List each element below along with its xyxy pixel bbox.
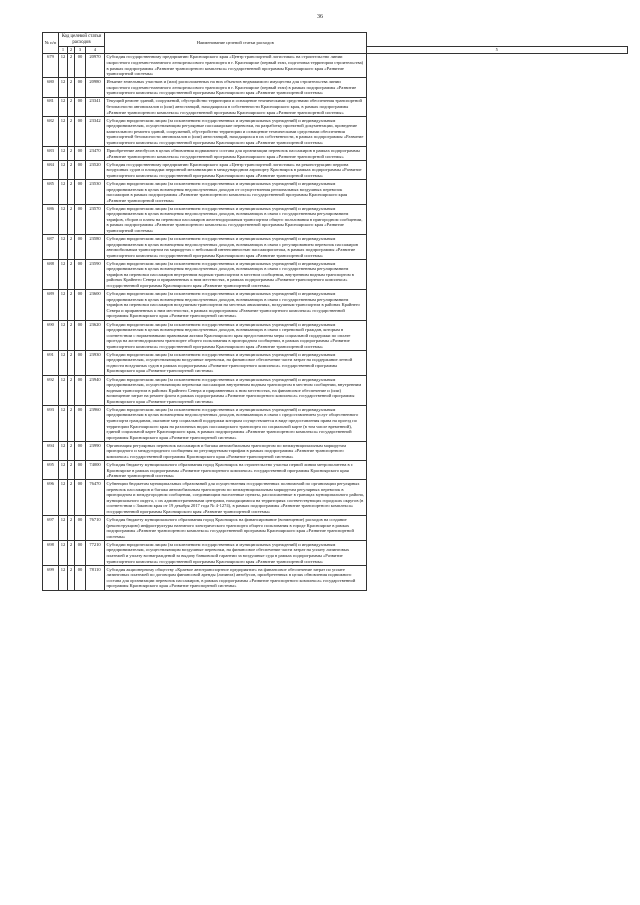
code-direction: 00 (75, 204, 86, 234)
col-number: 2 (68, 47, 75, 53)
article-name: Субсидии юридическим лицам (за исключением государственных и муниципальных учреждений) и индивидуальным предпринимателям в целях возмещения недополученных доходов, возникающих в связи с перевозкой граждан, которым в соответствии с нормативными правовыми актами Красноярского края предоставлены меры социальной поддержки по оплате проезда на железнодорожном транспорте общего пользования в пригородном сообщении, в рамках подпрограммы «Развитие транспортного комплекса» государственной программы Красноярского края «Развитие транспортной системы» (105, 320, 367, 350)
code-article: 78110 (86, 565, 105, 590)
row-number: 690 (43, 320, 59, 350)
article-name: Субсидия государственному предприятию Красноярского края «Центр транспортной логистики» на строительство линии скоростного подземно-наземного легкорельсового транспорта в г. Красноярске (первый этап, подготовка территории строительства) в рамках подпрограммы «Развитие транспортного комплекса» государственной программы Красноярского края «Развитие транспортной системы» (105, 53, 367, 78)
code-program: 12 (59, 147, 68, 161)
table-row (43, 116, 628, 146)
code-program: 12 (59, 180, 68, 205)
table-row (43, 406, 628, 442)
code-article: 23990 (86, 442, 105, 461)
row-number: 680 (43, 78, 59, 97)
code-program: 12 (59, 351, 68, 376)
code-article: 23590 (86, 260, 105, 290)
code-program: 12 (59, 565, 68, 590)
code-article: 20970 (86, 53, 105, 78)
code-subprogram: 2 (68, 116, 75, 146)
code-direction: 00 (75, 442, 86, 461)
code-direction: 00 (75, 290, 86, 320)
code-article: 77210 (86, 541, 105, 566)
code-article: 20980 (86, 78, 105, 97)
article-name: Текущий ремонт зданий, сооружений, обустройство территории и оснащение техническими средствами обеспечения транспортной безопасности автовокзалов и (или) автостанций, находящихся в собственности Красноярского края, в рамках подпрограммы «Развитие транспортного комплекса» государственной программы Красноярского края «Развитие транспортной системы» (105, 97, 367, 116)
col-number: 5 (366, 47, 628, 53)
code-program: 12 (59, 320, 68, 350)
code-program: 12 (59, 406, 68, 442)
header-num: № п/п (43, 33, 59, 54)
table-body (43, 53, 628, 590)
code-direction: 00 (75, 480, 86, 516)
row-number: 688 (43, 260, 59, 290)
code-subprogram: 2 (68, 147, 75, 161)
row-number: 683 (43, 147, 59, 161)
article-name: Субсидии юридическим лицам (за исключением государственных и муниципальных учреждений) и индивидуальным предпринимателям в целях возмещения недополученных доходов, возникающих в связи с государственным регулированием тарифов на перевозки пассажиров внутренним водным транспортом в местном сообщении, внутренним водным транспортом в районах Крайнего Севера и приравненных к ним местностях, в рамках подпрограммы «Развитие транспортного комплекса» государственной программы Красноярского края «Развитие транспортной системы» (105, 260, 367, 290)
table-row (43, 147, 628, 161)
code-direction: 00 (75, 406, 86, 442)
article-name: Субсидия акционерному обществу «Краевое автотранспортное предприятие» на финансовое обеспечение затрат по уплате лизинговых платежей по договорам финансовой аренды (лизинга) автобусов, приобретенных в целях обновления подвижного состава для организации перевозок пассажиров, в рамках подпрограммы «Развитие транспортного комплекса» государственной программы Красноярского края «Развитие транспортной системы» (105, 565, 367, 590)
code-subprogram: 2 (68, 235, 75, 260)
col-number: 4 (86, 47, 105, 53)
code-direction: 00 (75, 160, 86, 179)
code-program: 12 (59, 53, 68, 78)
row-number: 697 (43, 516, 59, 541)
table-row (43, 351, 628, 376)
article-name: Субсидии юридическим лицам (за исключением государственных и муниципальных учреждений) и индивидуальным предпринимателям, осуществляющим перевозки пассажиров внутренним водным транспортом в местном сообщении, внутренним водным транспортом в районах Крайнего Севера и приравненных к ним местностях, на финансовое обеспечение и (или) возмещение затрат на ремонт флота в рамках подпрограммы «Развитие транспортного комплекса» государственной программы Красноярского края «Развитие транспортной системы» (105, 375, 367, 405)
code-program: 12 (59, 116, 68, 146)
code-direction: 00 (75, 351, 86, 376)
row-number: 687 (43, 235, 59, 260)
code-subprogram: 2 (68, 260, 75, 290)
code-article: 23620 (86, 320, 105, 350)
header-name: Наименование целевой статьи расходов (105, 33, 367, 54)
table-row (43, 160, 628, 179)
code-subprogram: 2 (68, 97, 75, 116)
code-subprogram: 2 (68, 204, 75, 234)
table-row (43, 516, 628, 541)
code-subprogram: 2 (68, 480, 75, 516)
code-subprogram: 2 (68, 565, 75, 590)
code-direction: 00 (75, 180, 86, 205)
table-row (43, 235, 628, 260)
row-number: 696 (43, 480, 59, 516)
article-name: Субсидии юридическим лицам (за исключением государственных и муниципальных учреждений) и индивидуальным предпринимателям в целях возмещения недополученных доходов, возникающих в связи с регулированием перевозок пассажиров автомобильным транспортом на маршрутах с небольшой интенсивностью пассажиропотока, в рамках подпрограммы «Развитие транспортного комплекса» государственной программы Красноярского края «Развитие транспортной системы» (105, 235, 367, 260)
code-program: 12 (59, 97, 68, 116)
code-direction: 00 (75, 147, 86, 161)
article-name: Субсидия бюджету муниципального образования город Красноярск на финансирование (возмещение) расходов на создание (реконструкцию) инфраструктуры наземного электрического транспорта общего пользования в городе Красноярске в рамках подпрограммы «Развитие транспортного комплекса» государственной программы Красноярского края «Развитие транспортной системы» (105, 516, 367, 541)
code-article: 23580 (86, 235, 105, 260)
code-direction: 00 (75, 320, 86, 350)
table-row (43, 204, 628, 234)
col-number: 1 (59, 47, 68, 53)
article-name: Субсидии юридическим лицам (за исключением государственных и муниципальных учреждений) и индивидуальным предпринимателям в целях возмещения недополученных доходов, возникающих в связи с государственным регулированием тарифов на перевозки пассажиров воздушным транспортом на местных авиалиниях, воздушным транспортом в районах Крайнего Севера и приравненных к ним местностях, в рамках подпрограммы «Развитие транспортного комплекса» государственной программы Красноярского края «Развитие транспортной системы» (105, 290, 367, 320)
table-row (43, 565, 628, 590)
code-direction: 00 (75, 235, 86, 260)
code-article: 23342 (86, 116, 105, 146)
code-program: 12 (59, 375, 68, 405)
table-row (43, 375, 628, 405)
code-subprogram: 2 (68, 461, 75, 480)
row-number: 684 (43, 160, 59, 179)
code-article: 23470 (86, 147, 105, 161)
code-article: 23520 (86, 160, 105, 179)
code-direction: 00 (75, 375, 86, 405)
code-direction: 00 (75, 461, 86, 480)
code-subprogram: 2 (68, 160, 75, 179)
table-row (43, 180, 628, 205)
code-subprogram: 2 (68, 351, 75, 376)
row-number: 689 (43, 290, 59, 320)
code-article: 23570 (86, 204, 105, 234)
row-number: 693 (43, 406, 59, 442)
row-number: 694 (43, 442, 59, 461)
code-program: 12 (59, 461, 68, 480)
code-direction: 00 (75, 116, 86, 146)
table-row (43, 78, 628, 97)
code-direction: 00 (75, 516, 86, 541)
header-code: Код целевой статьи расходов (59, 33, 105, 47)
code-program: 12 (59, 235, 68, 260)
table-row (43, 442, 628, 461)
code-subprogram: 2 (68, 516, 75, 541)
code-program: 12 (59, 204, 68, 234)
code-direction: 00 (75, 97, 86, 116)
code-article: 76470 (86, 480, 105, 516)
table-row (43, 320, 628, 350)
code-program: 12 (59, 260, 68, 290)
code-direction: 00 (75, 541, 86, 566)
table-row (43, 541, 628, 566)
row-number: 686 (43, 204, 59, 234)
code-article: 23341 (86, 97, 105, 116)
row-number: 681 (43, 97, 59, 116)
table-header-row (43, 33, 628, 47)
row-number: 679 (43, 53, 59, 78)
row-number: 698 (43, 541, 59, 566)
code-article: 74000 (86, 461, 105, 480)
code-direction: 00 (75, 53, 86, 78)
article-name: Организация регулярных перевозок пассажиров и багажа автомобильным транспортом по межмуниципальным маршрутам пригородного и междугородного сообщения по регулируемым тарифам в рамках подпрограммы «Развитие транспортного комплекса» государственной программы Красноярского края «Развитие транспортной системы» (105, 442, 367, 461)
code-article: 23600 (86, 290, 105, 320)
code-direction: 00 (75, 565, 86, 590)
article-name: Субсидии юридическим лицам (за исключением государственных и муниципальных учреждений) и индивидуальным предпринимателям в целях возмещения недополученных доходов от осуществления региональных воздушных перевозок пассажиров в рамках подпрограммы «Развитие транспортного комплекса» государственной программы Красноярского края «Развитие транспортной системы» (105, 180, 367, 205)
code-direction: 00 (75, 260, 86, 290)
code-program: 12 (59, 442, 68, 461)
article-name: Приобретение автобусов в целях обновления подвижного состава для организации перевозок пассажиров в рамках подпрограммы «Развитие транспортного комплекса» государственной программы Красноярского края «Развитие транспортной системы» (105, 147, 367, 161)
row-number: 692 (43, 375, 59, 405)
row-number: 682 (43, 116, 59, 146)
code-article: 23530 (86, 180, 105, 205)
code-direction: 00 (75, 78, 86, 97)
article-name: Субсидии юридическим лицам (за исключением государственных и муниципальных учреждений) и индивидуальным предпринимателям в целях возмещения недополученных доходов, возникающих в связи с государственным регулированием тарифов, сборов и платы на перевозки пассажиров железнодорожным транспортом общего пользования в пригородном сообщении, в рамках подпрограммы «Развитие транспортного комплекса» государственной программы Красноярского края «Развитие транспортной системы» (105, 204, 367, 234)
code-program: 12 (59, 290, 68, 320)
code-subprogram: 2 (68, 180, 75, 205)
code-subprogram: 2 (68, 541, 75, 566)
code-program: 12 (59, 516, 68, 541)
article-name: Субсидия государственному предприятию Красноярского края «Центр транспортной логистики» на реконструкцию перрона воздушных судов и площадки перронной механизации в международном аэропорту Красноярск в рамках подпрограммы «Развитие транспортного комплекса» государственной программы Красноярского края «Развитие транспортной системы» (105, 160, 367, 179)
article-name: Субсидии юридическим лицам (за исключением государственных и муниципальных учреждений) и индивидуальным предпринимателям, осуществляющим регулярные пассажирские перевозки, на разработку проектной документации, проведение капитального ремонта зданий, сооружений, обустройство территории и оснащение техническими средствами обеспечения транспортной безопасности автовокзалов и (или) автостанций, находящихся в их собственности, в рамках подпрограммы «Развитие транспортного комплекса» государственной программы Красноярского края «Развитие транспортной системы» (105, 116, 367, 146)
page-number: 36 (317, 14, 323, 20)
code-article: 23940 (86, 375, 105, 405)
code-article: 23960 (86, 406, 105, 442)
code-article: 76710 (86, 516, 105, 541)
article-name: Субсидии юридическим лицам (за исключением государственных и муниципальных учреждений) и индивидуальным предпринимателям, осуществляющим воздушные перевозки, на финансовое обеспечение части затрат на уплату лизинговых платежей и уплату вознаграждений за выдачу банковской гарантии за воздушные суда в рамках подпрограммы «Развитие транспортного комплекса» государственной программы Красноярского края «Развитие транспортной системы» (105, 541, 367, 566)
code-subprogram: 2 (68, 375, 75, 405)
table-row (43, 53, 628, 78)
article-name: Субсидии юридическим лицам (за исключением государственных и муниципальных учреждений) и индивидуальным предпринимателям, осуществляющим воздушные перевозки, на финансовое обеспечение части затрат на поддержание летной годности воздушных судов в рамках подпрограммы «Развитие транспортного комплекса» государственной программы Красноярского края «Развитие транспортной системы» (105, 351, 367, 376)
code-article: 23930 (86, 351, 105, 376)
article-name: Субсидии юридическим лицам (за исключением государственных и муниципальных учреждений) и индивидуальным предпринимателям в целях возмещения недополученных доходов, возникающих в связи с предоставлением услуг общественного транспорта гражданам, оказание мер социальной поддержки которым осуществляется в виде предоставления права на проезд по территории Красноярского края на различных видах пассажирского транспорта по социальной карте (в том числе временной), единой социальной карте Красноярского края, в рамках подпрограммы «Развитие транспортного комплекса» государственной программы Красноярского края «Развитие транспортной системы» (105, 406, 367, 442)
row-number: 691 (43, 351, 59, 376)
code-program: 12 (59, 78, 68, 97)
col-number: 3 (75, 47, 86, 53)
article-name: Изъятие земельных участков и (или) расположенных на них объектов недвижимого имущества для строительства линии скоростного подземно-наземного легкорельсового транспорта в г. Красноярске (первый этап) в рамках подпрограммы «Развитие транспортного комплекса» государственной программы Красноярского края «Развитие транспортной системы» (105, 78, 367, 97)
code-subprogram: 2 (68, 320, 75, 350)
code-subprogram: 2 (68, 406, 75, 442)
code-subprogram: 2 (68, 78, 75, 97)
code-program: 12 (59, 480, 68, 516)
code-subprogram: 2 (68, 290, 75, 320)
row-number: 699 (43, 565, 59, 590)
code-subprogram: 2 (68, 53, 75, 78)
row-number: 695 (43, 461, 59, 480)
article-name: Субвенции бюджетам муниципальных образований для осуществления государственных полномочий по организации регулярных перевозок пассажиров и багажа автомобильным транспортом по межмуниципальным маршрутам регулярных перевозок в пригородном и междугородном сообщении, соединяющим населенные пункты, расположенные в границах муниципального района, муниципального округа, с их административными центрами, находящимися на территориях соответствующих городских округов (в соответствии с Законом края от 19 декабря 2017 года № 4-1274), в рамках подпрограммы «Развитие транспортного комплекса» государственной программы Красноярского края «Развитие транспортной системы» (105, 480, 367, 516)
table-row (43, 97, 628, 116)
target-articles-table (42, 32, 628, 591)
code-subprogram: 2 (68, 442, 75, 461)
table-row (43, 480, 628, 516)
article-name: Субсидия бюджету муниципального образования город Красноярск на строительство участка первой линии метрополитена в г. Красноярске в рамках подпрограммы «Развитие транспортного комплекса» государственной программы Красноярского края «Развитие транспортной системы» (105, 461, 367, 480)
table-row (43, 461, 628, 480)
code-program: 12 (59, 160, 68, 179)
table-row (43, 260, 628, 290)
table-row (43, 290, 628, 320)
code-program: 12 (59, 541, 68, 566)
row-number: 685 (43, 180, 59, 205)
